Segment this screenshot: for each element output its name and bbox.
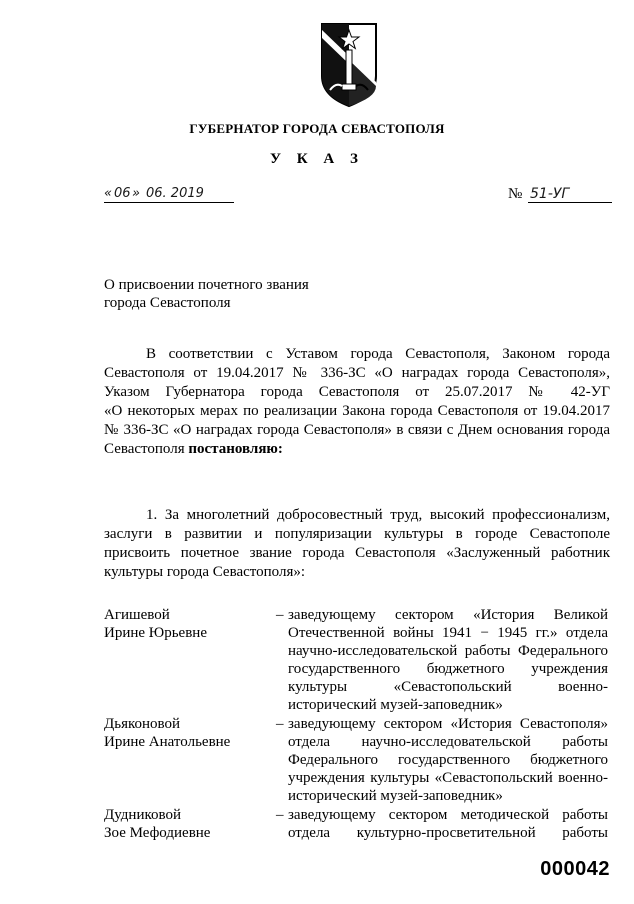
date-close-quote: » — [132, 186, 141, 201]
clause-line: 1. За многолетний добросовестный труд, высокий профессионализм, — [146, 507, 610, 523]
decree-colon: : — [277, 441, 283, 457]
date-underline — [104, 202, 234, 203]
number-underline — [528, 202, 612, 203]
position-line: государственного бюджетного учреждения — [288, 661, 608, 677]
position-line: заведующему сектором методической работы — [288, 807, 608, 823]
subject-line: города Севастополя — [104, 295, 231, 311]
number-prefix: № — [508, 186, 523, 202]
awardee-dash: – — [276, 807, 284, 823]
awardee-surname: Дьяконовой — [104, 716, 181, 732]
issuing-authority: ГУБЕРНАТОР ГОРОДА СЕВАСТОПОЛЯ — [189, 121, 445, 136]
awardee-entry — [104, 715, 610, 805]
clause-1-paragraph — [104, 506, 610, 582]
preamble-paragraph — [104, 345, 610, 459]
clause-line: заслуги в развитии и популяризации культуры в городе Севастополе — [104, 526, 610, 542]
position-line: исторический музей-заповедник» — [288, 697, 503, 713]
preamble-line: № 336-ЗС «О наградах города Севастополя» в связи с Днем основания города — [104, 422, 610, 438]
awardee-entry — [104, 806, 610, 842]
date-month-year: 06. 2019 — [146, 186, 204, 201]
position-line: культуры «Севастопольский военно- — [288, 679, 608, 695]
sevastopol-coat-of-arms-icon — [318, 20, 380, 108]
position-line: Отечественной войны 1941 − 1945 гг.» отдела — [288, 625, 608, 641]
decree-verb: постановляю — [188, 441, 278, 457]
clause-line: присвоить почетное звание города Севастополя «Заслуженный работник — [104, 545, 610, 561]
clause-line: культуры города Севастополя»: — [104, 564, 306, 580]
document-date — [104, 186, 234, 206]
position-line: заведующему сектором «История Севастополя» — [288, 716, 608, 732]
awardee-name — [104, 606, 274, 642]
document-type-title: У К А З — [270, 151, 364, 167]
position-line: отдела научно-исследовательской работы — [288, 734, 608, 750]
subject-line: О присвоении почетного звания — [104, 277, 309, 293]
position-line: заведующему сектором «История Великой — [288, 607, 608, 623]
number-value: 51-УГ — [530, 186, 570, 202]
preamble-line: Указом Губернатора города Севастополя от 25.07.2017 № 42-УГ — [104, 384, 610, 400]
document-number — [508, 186, 612, 206]
awardee-name — [104, 715, 274, 751]
awardee-given-names: Ирине Анатольевне — [104, 734, 231, 750]
date-open-quote: « — [104, 186, 113, 201]
awardee-given-names: Ирине Юрьевне — [104, 625, 207, 641]
position-line: Федерального государственного бюджетного — [288, 752, 608, 768]
awardee-position — [288, 806, 608, 842]
awardee-given-names: Зое Мефодиевне — [104, 825, 211, 841]
preamble-line: В соответствии с Уставом города Севастополя, Законом города — [146, 346, 610, 362]
preamble-line: Севастополя от 19.04.2017 № 336-ЗС «О наградах города Севастополя», — [104, 365, 610, 381]
position-line: исторический музей-заповедник» — [288, 788, 503, 804]
form-serial-number: 000042 — [540, 858, 610, 880]
awardee-position — [288, 715, 608, 805]
awardee-dash: – — [276, 607, 284, 623]
position-line: отдела культурно-просветительной работы — [288, 825, 608, 841]
awardee-entry — [104, 606, 610, 714]
preamble-last-text: Севастополя — [104, 441, 189, 457]
preamble-line-final — [104, 440, 610, 459]
document-subject — [104, 276, 309, 312]
preamble-line: «О некоторых мерах по реализации Закона города Севастополя от 19.04.2017 — [104, 403, 610, 419]
awardee-surname: Агишевой — [104, 607, 170, 623]
awardee-dash: – — [276, 716, 284, 732]
awardee-name — [104, 806, 274, 842]
date-day: 06 — [114, 186, 131, 201]
position-line: научно-исследовательской работы Федерального — [288, 643, 608, 659]
position-line: учреждения культуры «Севастопольский военно- — [288, 770, 608, 786]
awardee-position — [288, 606, 608, 714]
awardee-surname: Дудниковой — [104, 807, 182, 823]
